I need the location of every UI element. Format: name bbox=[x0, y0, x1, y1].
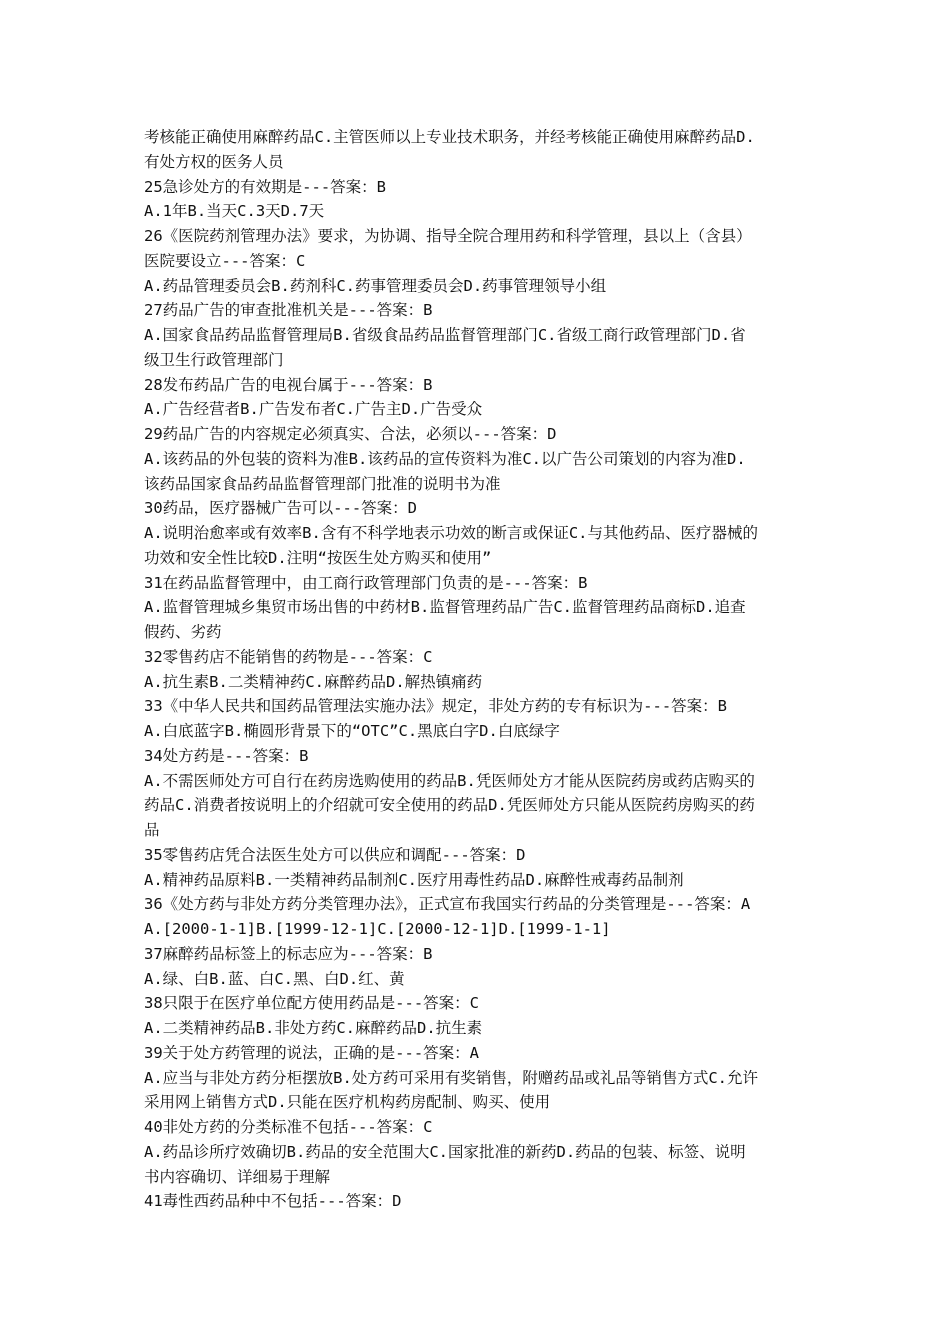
options-line: A.抗生素B.二类精神药C.麻醉药品D.解热镇痛药 bbox=[144, 672, 483, 691]
options-line: A.精神药品原料B.一类精神药品制剂C.医疗用毒性药品D.麻醉性戒毒药品制剂 bbox=[144, 870, 684, 889]
options-line: A.1年B.当天C.3天D.7天 bbox=[144, 202, 325, 221]
question-line: 33《中华人民共和国药品管理法实施办法》规定，非处方药的专有标识为---答案：B bbox=[144, 697, 727, 716]
options-line: 级卫生行政管理部门 bbox=[144, 350, 284, 369]
question-line: 41毒性西药品种中不包括---答案：D bbox=[144, 1192, 402, 1211]
options-line: 品 bbox=[144, 821, 160, 839]
question-line: 31在药品监督管理中，由工商行政管理部门负责的是---答案：B bbox=[144, 573, 588, 592]
options-line: A.国家食品药品监督管理局B.省级食品药品监督管理部门C.省级工商行政管理部门D.省 bbox=[144, 326, 746, 344]
options-line: A.绿、白B.蓝、白C.黑、白D.红、黄 bbox=[144, 969, 405, 988]
question-line: 30药品，医疗器械广告可以---答案：D bbox=[144, 499, 417, 518]
question-line: 25急诊处方的有效期是---答案：B bbox=[144, 177, 386, 196]
options-line: A.白底蓝字B.椭圆形背景下的“OTC”C.黑底白字D.白底绿字 bbox=[144, 722, 560, 740]
question-line: 32零售药店不能销售的药物是---答案：C bbox=[144, 647, 433, 666]
text-line: 有处方权的医务人员 bbox=[144, 152, 284, 171]
question-line: 37麻醉药品标签上的标志应为---答案：B bbox=[144, 944, 433, 963]
options-line: A.监督管理城乡集贸市场出售的中药材B.监督管理药品广告C.监督管理药品商标D.追查 bbox=[144, 598, 746, 617]
question-line: 27药品广告的审查批准机关是---答案：B bbox=[144, 301, 433, 320]
question-line: 39关于处方药管理的说法，正确的是---答案：A bbox=[144, 1043, 479, 1062]
question-line: 36《处方药与非处方药分类管理办法》，正式宣布我国实行药品的分类管理是---答案：A bbox=[144, 895, 751, 914]
document-body bbox=[144, 125, 814, 1214]
options-line: 书内容确切、详细易于理解 bbox=[144, 1167, 331, 1186]
question-line: 35零售药店凭合法医生处方可以供应和调配---答案：D bbox=[144, 845, 526, 864]
question-line: 40非处方药的分类标准不包括---答案：C bbox=[144, 1118, 433, 1136]
options-line: 该药品国家食品药品监督管理部门批准的说明书为准 bbox=[144, 474, 501, 493]
text-line: 考核能正确使用麻醉药品C.主管医师以上专业技术职务，并经考核能正确使用麻醉药品D. bbox=[144, 128, 755, 146]
options-line: A.应当与非处方药分柜摆放B.处方药可采用有奖销售，附赠药品或礼品等销售方式C.允许 bbox=[144, 1068, 758, 1087]
question-line: 医院要设立---答案：C bbox=[144, 251, 306, 270]
options-line: A.说明治愈率或有效率B.含有不科学地表示功效的断言或保证C.与其他药品、医疗器械的 bbox=[144, 524, 758, 542]
options-line: 药品C.消费者按说明上的介绍就可安全使用的药品D.凭医师处方只能从医院药房购买的药 bbox=[144, 796, 755, 815]
options-line: A.药品管理委员会B.药剂科C.药事管理委员会D.药事管理领导小组 bbox=[144, 276, 607, 295]
question-line: 38只限于在医疗单位配方使用药品是---答案：C bbox=[144, 994, 479, 1013]
options-line: A.该药品的外包装的资料为准B.该药品的宣传资料为准C.以广告公司策划的内容为准D. bbox=[144, 449, 746, 468]
options-line: A.不需医师处方可自行在药房选购使用的药品B.凭医师处方才能从医院药房或药店购买的 bbox=[144, 771, 755, 790]
options-line: 采用网上销售方式D.只能在医疗机构药房配制、购买、使用 bbox=[144, 1093, 551, 1112]
question-line: 26《医院药剂管理办法》要求，为协调、指导全院合理用药和科学管理，县以上（含县） bbox=[144, 227, 752, 245]
options-line: A.[2000-1-1]B.[1999-12-1]C.[2000-12-1]D.[1999-1-1] bbox=[144, 920, 611, 938]
options-line: A.广告经营者B.广告发布者C.广告主D.广告受众 bbox=[144, 400, 483, 419]
options-line: A.二类精神药品B.非处方药C.麻醉药品D.抗生素 bbox=[144, 1019, 483, 1037]
options-line: 假药、劣药 bbox=[144, 623, 222, 641]
question-line: 29药品广告的内容规定必须真实、合法，必须以---答案：D bbox=[144, 425, 557, 443]
options-line: A.药品诊所疗效确切B.药品的安全范围大C.国家批准的新药D.药品的包装、标签、说明 bbox=[144, 1142, 746, 1161]
question-line: 34处方药是---答案：B bbox=[144, 746, 309, 765]
question-line: 28发布药品广告的电视台属于---答案：B bbox=[144, 375, 433, 394]
options-line: 功效和安全性比较D.注明“按医生处方购买和使用” bbox=[144, 548, 492, 567]
